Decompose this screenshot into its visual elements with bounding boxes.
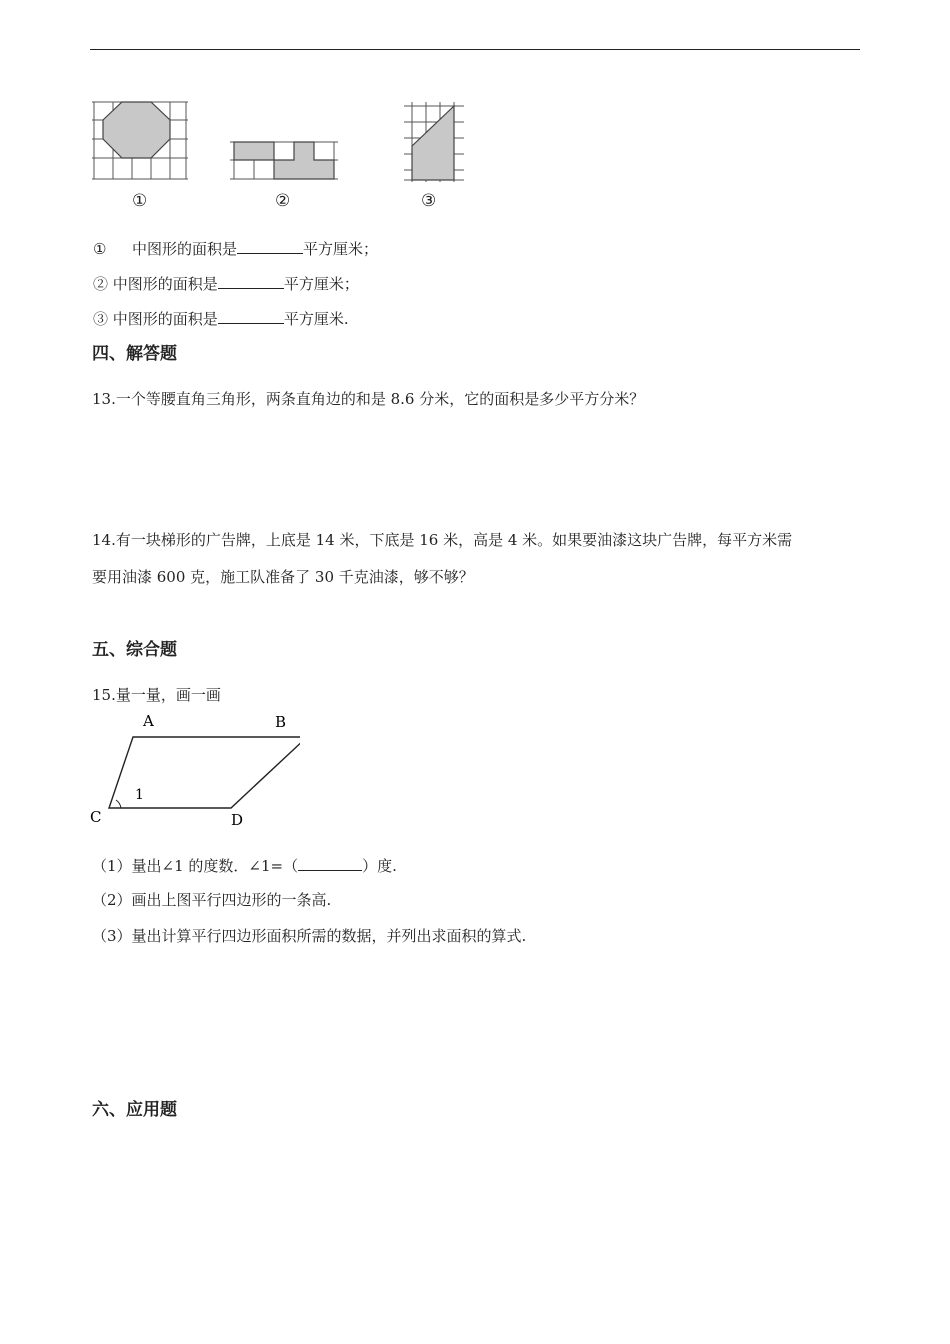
q12-line-1: [93, 238, 378, 259]
q12-line-3-text: 中图形的面积是: [112, 310, 218, 328]
header-rule: [90, 49, 860, 50]
q12-line-3-prefix: ③: [93, 310, 109, 328]
figure-3-label: ③: [421, 191, 437, 211]
q15-part-1-prefix: （1）量出∠1 的度数．∠1=（: [92, 857, 299, 875]
q12-line-2-prefix: ②: [93, 275, 109, 293]
q12-line-2: [93, 273, 359, 294]
figure-2-grid: [228, 138, 340, 182]
vertex-c-label: C: [90, 808, 102, 826]
vertex-b-label: B: [275, 713, 287, 731]
figure-3-grid: [400, 100, 470, 184]
section-4-title: 四、解答题: [92, 344, 177, 364]
q12-blank-1[interactable]: [237, 238, 303, 254]
q13-text: 13.一个等腰直角三角形，两条直角边的和是 8.6 分米，它的面积是多少平方分米？: [92, 390, 645, 408]
q12-line-2-text: 中图形的面积是: [112, 275, 218, 293]
q15-part-2: （2）画出上图平行四边形的一条高.: [92, 891, 332, 909]
section-5-title: 五、综合题: [92, 640, 177, 660]
q15-title: 15.量一量，画一画: [92, 686, 221, 704]
q15-angle-blank[interactable]: [298, 855, 362, 871]
parallelogram-figure: [85, 708, 300, 833]
q12-line-3: [93, 308, 349, 329]
q15-part-1-suffix: ）度.: [362, 857, 397, 875]
q12-line-2-unit: 平方厘米；: [283, 275, 359, 293]
q15-part-1: [92, 855, 397, 876]
figure-2-shape: [234, 142, 334, 179]
angle-1-label: 1: [135, 787, 144, 803]
figure-1-label: ①: [132, 191, 148, 211]
q14-line-1: 14.有一块梯形的广告牌，上底是 14 米，下底是 16 米，高是 4 米。如果要油漆这块广告牌，每平方米需: [92, 531, 793, 549]
angle-1-arc: [116, 800, 121, 808]
q12-blank-3[interactable]: [218, 308, 284, 324]
figure-3-shape: [412, 106, 454, 180]
figure-2-label: ②: [275, 191, 291, 211]
q12-line-1-prefix: ①: [93, 240, 107, 258]
q12-line-1-text: 中图形的面积是: [132, 240, 238, 258]
figure-1-shape: [103, 102, 170, 158]
q12-line-1-unit: 平方厘米；: [303, 240, 379, 258]
vertex-a-label: A: [143, 712, 154, 730]
vertex-d-label: D: [231, 811, 244, 829]
figure-1-grid: [90, 98, 190, 183]
q15-part-3: （3）量出计算平行四边形面积所需的数据，并列出求面积的算式.: [92, 927, 527, 945]
q14-line-2: 要用油漆 600 克，施工队准备了 30 千克油漆，够不够？: [92, 568, 474, 586]
q12-line-3-unit: 平方厘米.: [283, 310, 349, 328]
q12-blank-2[interactable]: [218, 273, 284, 289]
section-6-title: 六、应用题: [92, 1100, 177, 1120]
